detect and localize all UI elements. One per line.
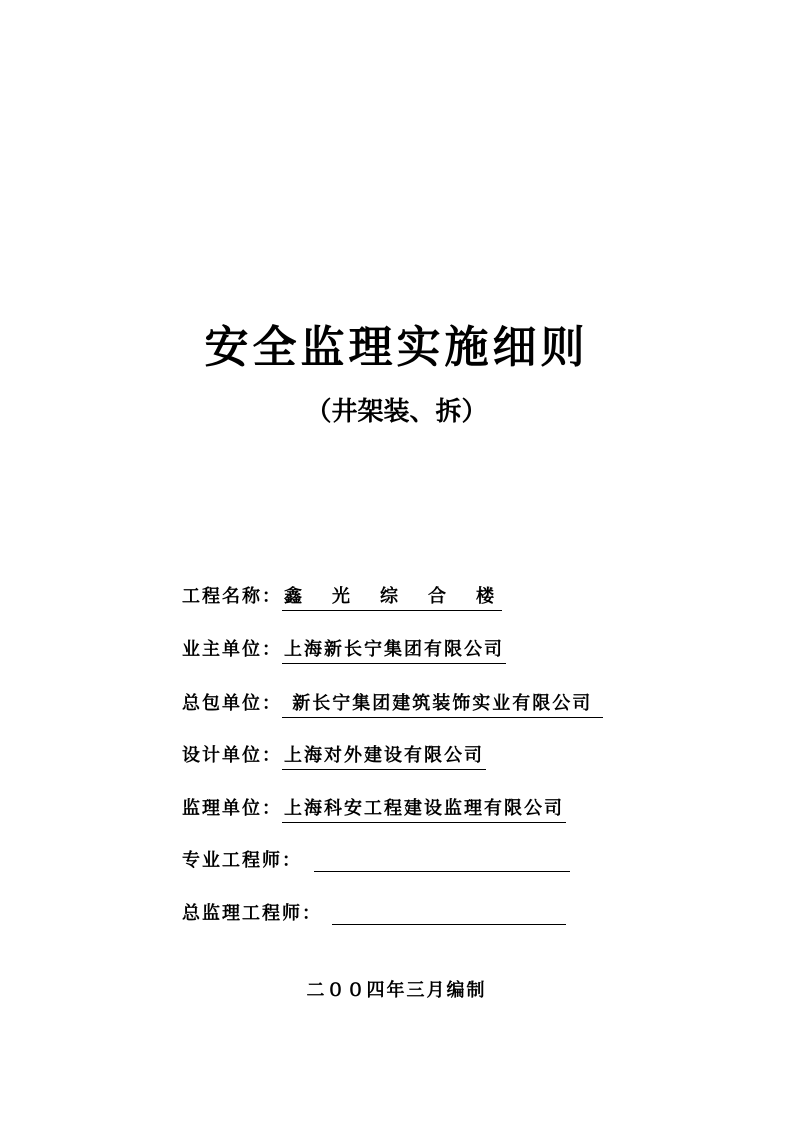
field-value: 上海新长宁集团有限公司 — [282, 637, 506, 664]
field-value: 上海科安工程建设监理有限公司 — [282, 796, 566, 823]
field-value: 新长宁集团建筑装饰实业有限公司 — [282, 691, 603, 718]
field-design-unit — [182, 741, 486, 771]
field-label: 设计单位： — [182, 745, 282, 766]
document-subtitle: （井架装、拆） — [305, 397, 488, 427]
compile-date: 二００四年三月编制 — [306, 980, 487, 1001]
field-general-contractor — [182, 689, 603, 719]
field-chief-engineer — [182, 899, 566, 929]
field-label: 总监理工程师： — [182, 903, 322, 924]
field-label: 专业工程师： — [182, 850, 302, 871]
field-owner — [182, 635, 506, 665]
field-label: 总包单位： — [182, 693, 282, 714]
field-specialist-engineer — [182, 846, 570, 876]
signature-line — [332, 902, 566, 925]
field-supervision-unit — [182, 794, 566, 824]
field-label: 工程名称： — [182, 586, 282, 607]
field-value: 鑫 光 综 合 楼 — [282, 584, 502, 611]
field-label: 业主单位： — [182, 639, 282, 660]
document-title: 安全监理实施细则 — [204, 322, 589, 373]
signature-line — [314, 849, 570, 872]
field-label: 监理单位： — [182, 798, 282, 819]
field-project-name — [182, 582, 502, 612]
field-value: 上海对外建设有限公司 — [282, 743, 486, 770]
